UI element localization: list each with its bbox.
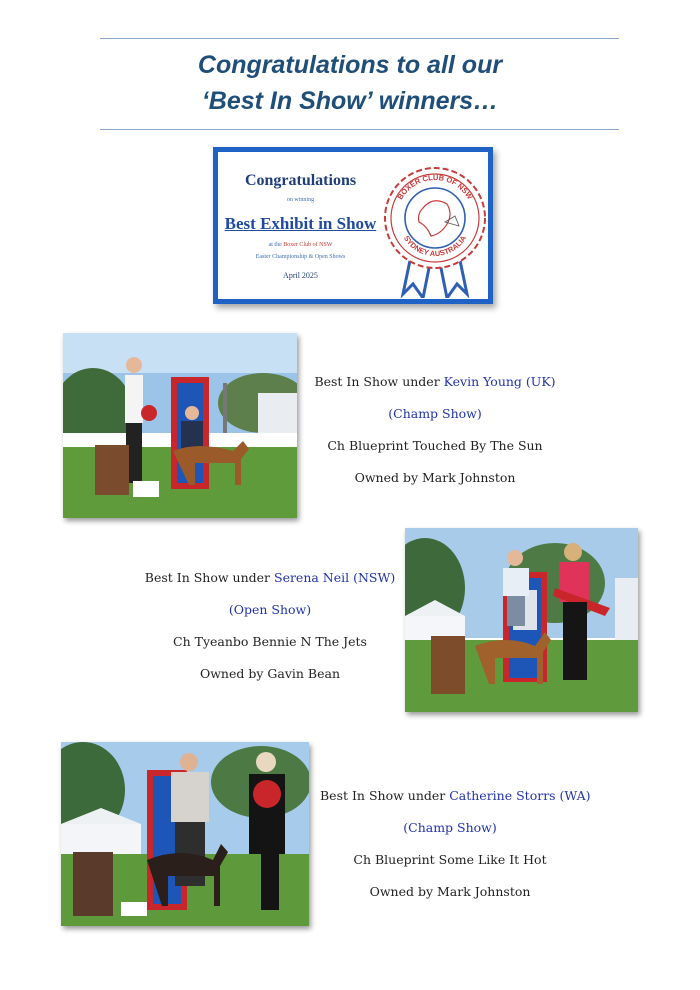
banner-event: Easter Championship & Open Shows <box>255 254 346 260</box>
winner-photo-1 <box>63 333 297 518</box>
headline-line-1: Congratulations to all our <box>197 51 503 79</box>
best-exhibit-banner <box>213 147 493 304</box>
banner-award: Best Exhibit in Show <box>224 214 377 233</box>
winner-2-judge-line <box>140 562 400 594</box>
winner-photo-2 <box>405 528 638 712</box>
banner-on-winning: on winning <box>286 197 315 203</box>
rosette-text-top: BOXER CLUB OF NSW <box>395 172 475 202</box>
winner-photo-3 <box>61 742 309 926</box>
headline-line-2: ‘Best In Show’ winners… <box>201 87 499 115</box>
winner-3-judge-line <box>320 780 591 812</box>
winner-caption-3 <box>320 780 591 908</box>
winner-caption-2 <box>140 562 400 690</box>
rosette-lettering <box>383 158 487 298</box>
winner-1-owner: Owned by Mark Johnston <box>354 470 516 485</box>
show-ring-photo-icon <box>63 333 297 518</box>
winner-1-judge: Kevin Young (UK) <box>443 374 556 389</box>
winner-1-judge-line <box>305 366 565 398</box>
winner-2-owner: Owned by Gavin Bean <box>199 666 340 681</box>
winner-3-show: (Champ Show) <box>403 820 497 835</box>
svg-text:SYDNEY AUSTRALIA <box>402 233 469 258</box>
show-ring-photo-icon <box>405 528 638 712</box>
winner-3-owner: Owned by Mark Johnston <box>369 884 531 899</box>
winner-1-show: (Champ Show) <box>388 406 482 421</box>
winner-2-show: (Open Show) <box>228 602 312 617</box>
bottom-rule <box>100 129 619 130</box>
banner-date: April 2025 <box>283 271 318 280</box>
banner-club: Boxer Club of NSW <box>283 242 333 248</box>
winner-2-dog: Ch Tyeanbo Bennie N The Jets <box>173 634 367 649</box>
show-ring-photo-icon <box>61 742 309 926</box>
banner-congratulations: Congratulations <box>244 172 357 189</box>
banner-at-the: at the <box>268 242 282 248</box>
winner-3-judge: Catherine Storrs (WA) <box>449 788 591 803</box>
winner-caption-1 <box>305 366 565 494</box>
winner-2-judge: Serena Neil (NSW) <box>274 570 396 585</box>
winner-3-prefix: Best In Show under <box>320 788 450 803</box>
rosette-text-bottom: SYDNEY AUSTRALIA <box>401 233 469 259</box>
banner-at-club <box>218 242 383 248</box>
top-rule <box>100 38 619 39</box>
winner-3-dog: Ch Blueprint Some Like It Hot <box>353 852 547 867</box>
winner-2-prefix: Best In Show under <box>144 570 274 585</box>
winner-1-dog: Ch Blueprint Touched By The Sun <box>327 438 543 453</box>
winner-1-prefix: Best In Show under <box>314 374 444 389</box>
svg-text:BOXER CLUB OF NSW <box>396 173 475 202</box>
